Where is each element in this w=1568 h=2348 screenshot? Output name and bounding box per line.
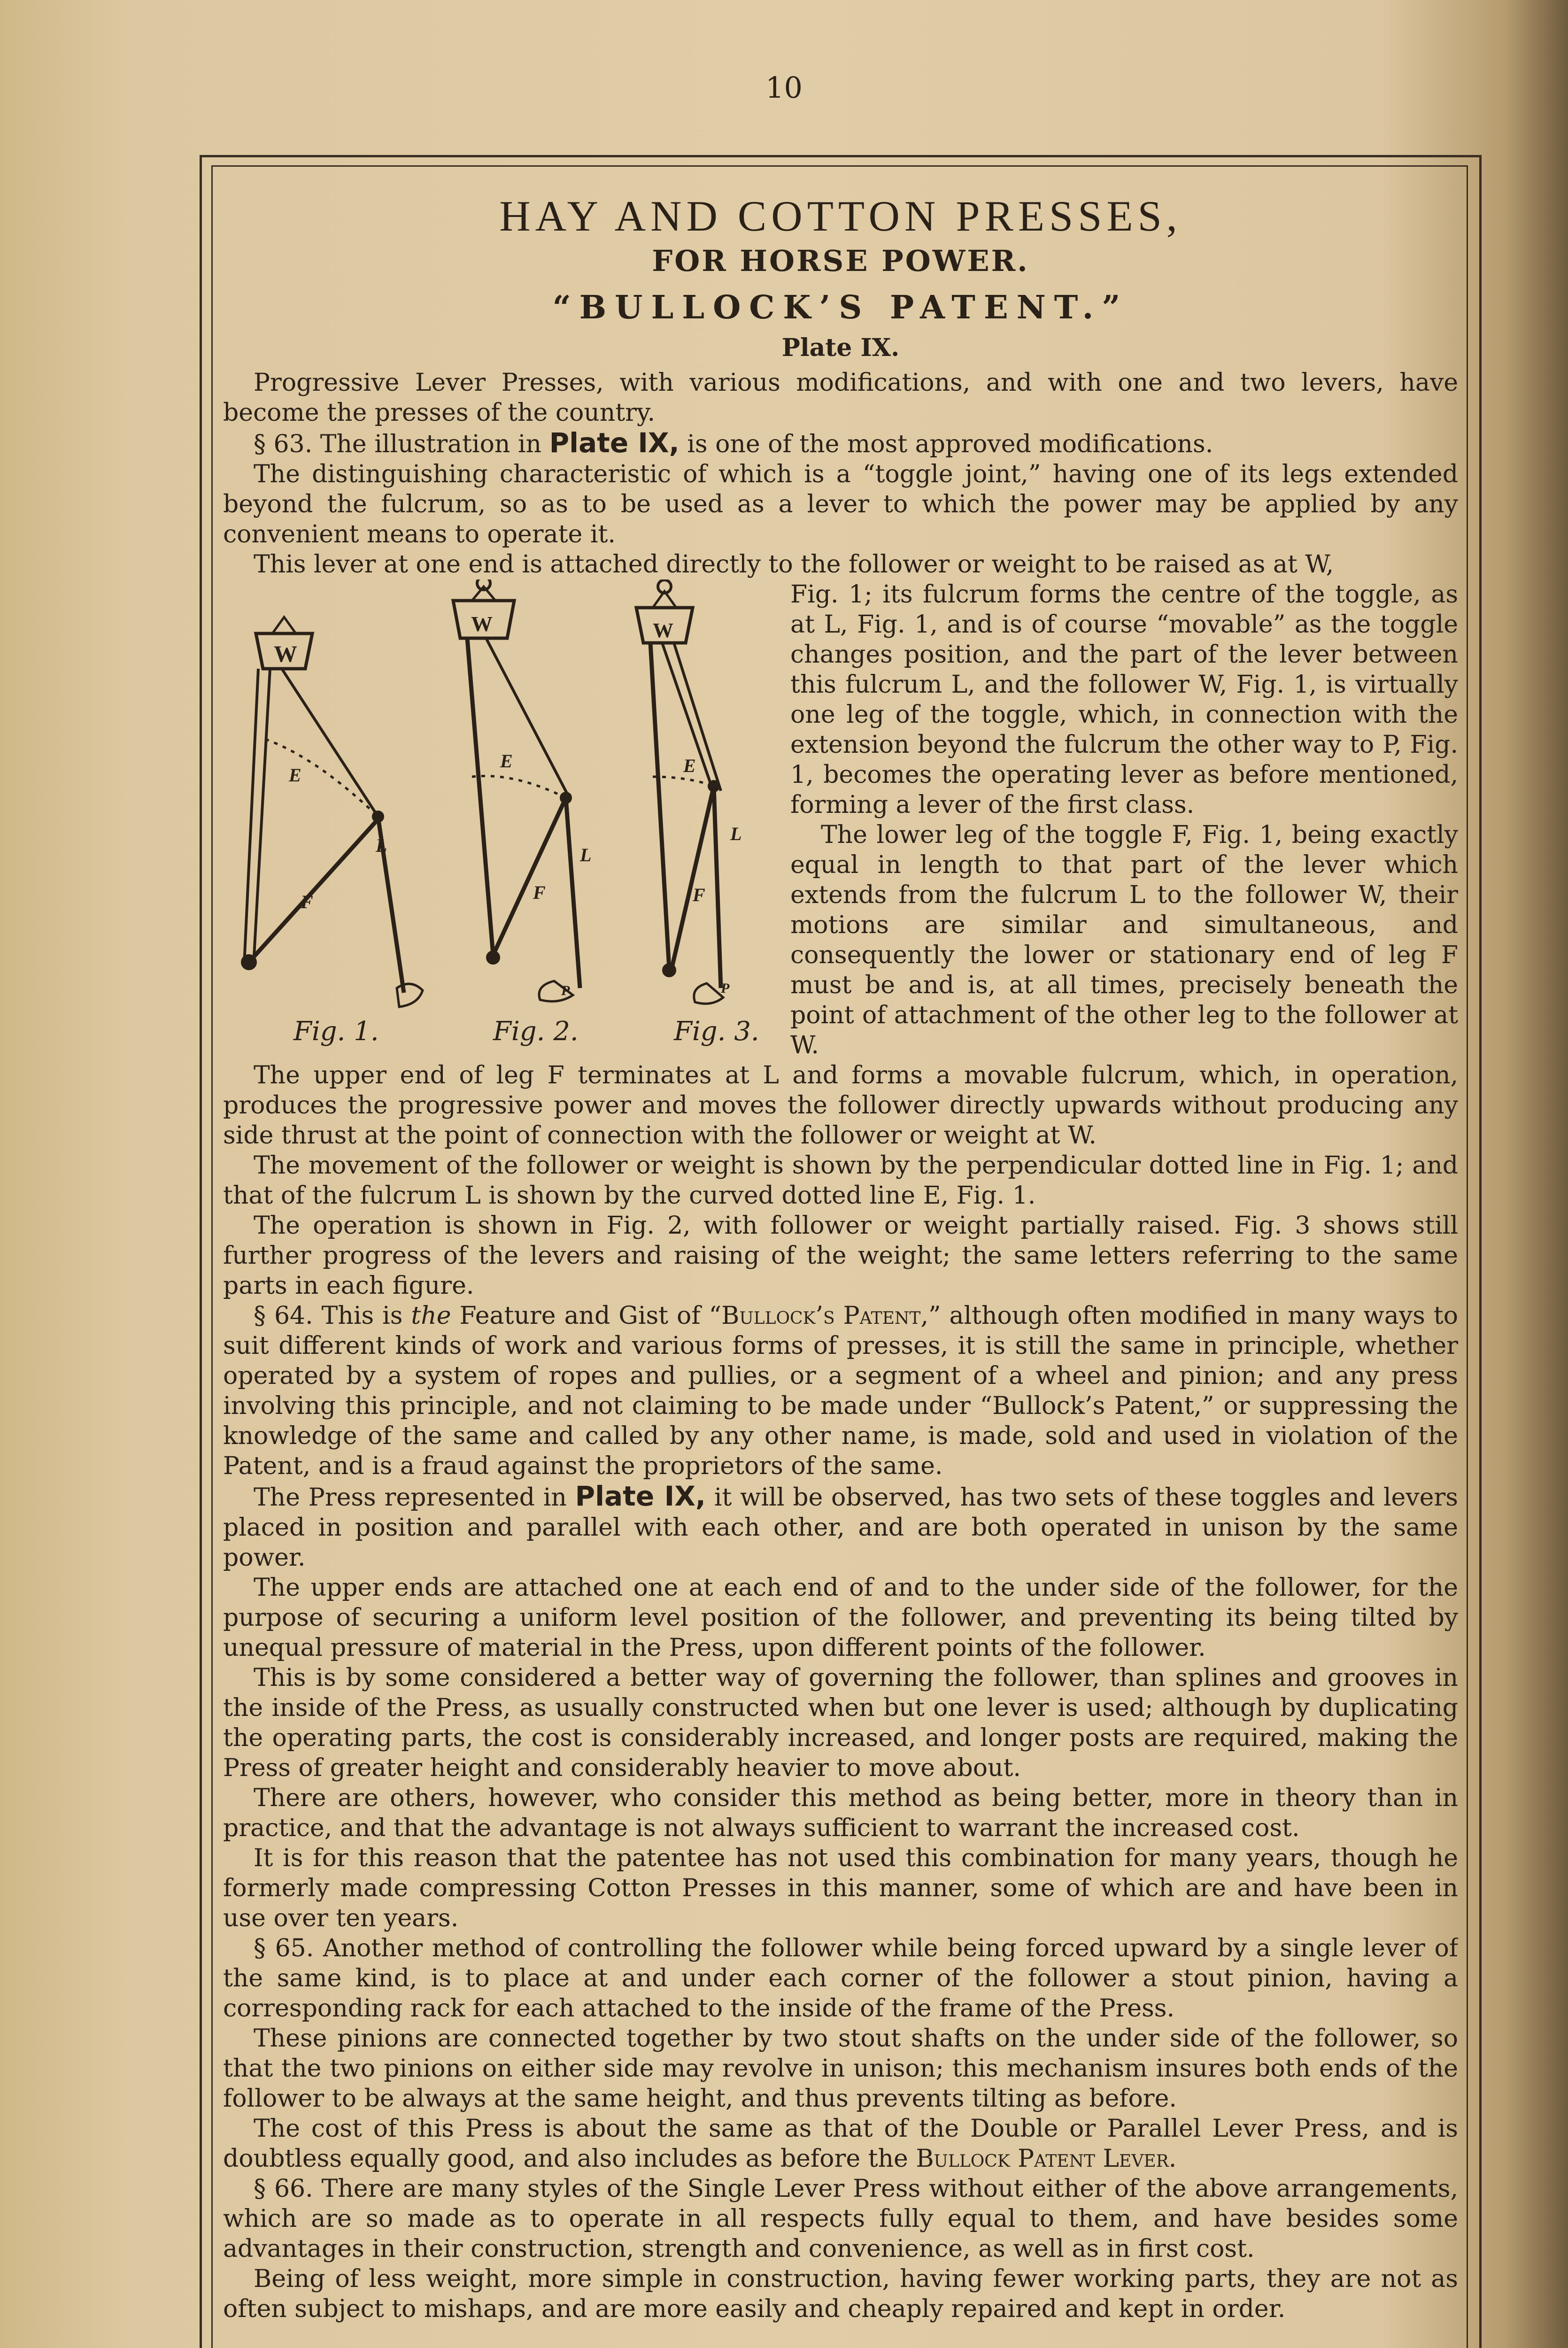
figure-3-drawing	[636, 580, 723, 1004]
paragraph-lever-continued: Fig. 1; its fulcrum forms the centre of the toggle, as at L, Fig. 1, and is of course “movable” as the toggle changes position, and the part of the lever between this fulcrum L, and the follower W, Fig. 1, is virtually one leg of the toggle, which, in connection with the extension beyond the fulcrum the other way to P, Fig. 1, becomes the operating lever as before mentioned, forming a lever of the first class.	[790, 580, 1458, 819]
paragraph-lever-lead: This lever at one end is attached directly to the follower or weight to be raised as at W,	[254, 550, 1334, 579]
paragraph-65: § 65. Another method of controlling the follower while being forced upward by a single lever of the same kind, is to place at and under each corner of the follower a stout pinion, having a corresponding rack for each attached to the inside of the frame of the Press.	[223, 1934, 1458, 2023]
toggle-lever-diagram	[223, 579, 782, 1058]
paragraph-governing: This is by some considered a better way of governing the follower, than splines and grooves in the inside of the Press, as usually constructed when but one lever is used; although by duplicating the operating parts, the cost is considerably increased, and longer posts are required, making the Press of greater height and considerably heavier to move about.	[223, 1664, 1458, 1782]
fig3-label-f: F	[693, 884, 705, 905]
paragraph-64-mid: Feature and Gist of “	[451, 1302, 722, 1330]
paragraph-64-end: ,” although often modified in many ways to suit different kinds of work and various forms of presses, it is still the same in principle, whether operated by a system of ropes and pullies, or a segment of a wheel and pinion; and any press involving this principle, and not claiming to be made under “Bullock’s Patent,” or suppressing the knowledge of the same and called by any other name, is made, sold and used in violation of the Patent, and is a fraud against the proprietors of the same.	[223, 1302, 1458, 1480]
page-subtitle: FOR HORSE POWER.	[652, 244, 1029, 278]
fig3-caption: Fig. 3.	[674, 1016, 759, 1047]
paragraph-cost-start: The cost of this Press is about the same as that of the Double or Parallel Lever Press, and is doubtless equally good, and also includes as before the	[223, 2115, 1458, 2173]
page-number: 10	[765, 70, 803, 105]
plate-label: Plate IX.	[781, 333, 900, 362]
paragraph-toggle-joint: The distinguishing characteristic of which is a “toggle joint,” having one of its legs extended beyond the fulcrum, so as to be used as a lever to which the power may be applied by any convenient means to operate it.	[223, 460, 1458, 548]
paragraph-reason: It is for this reason that the patentee has not used this combination for many years, though he formerly made compressing Cotton Presses in this manner, some of which are and have been in use over ten years.	[223, 1844, 1458, 1932]
fig2-caption: Fig. 2.	[493, 1016, 579, 1047]
bullock-patent-lever-smallcaps: Bullock Patent Lever	[916, 2145, 1169, 2173]
paragraph-cost-end: .	[1168, 2145, 1177, 2173]
fig1-caption: Fig. 1.	[294, 1016, 379, 1047]
fig3-weight-letter: W	[653, 619, 673, 642]
fig1-weight-letter: W	[274, 641, 297, 667]
page-title: HAY AND COTTON PRESSES,	[499, 192, 1182, 240]
paragraph-operation: The operation is shown in Fig. 2, with follower or weight partially raised. Fig. 3 shows still further progress of the levers and raising of the weight; the same letters referring to the same parts in each figure.	[223, 1212, 1458, 1300]
paragraph-movement: The movement of the follower or weight is shown by the perpendicular dotted line in Fig. 1; and that of the fulcrum L is shown by the curved dotted line E, Fig. 1.	[223, 1151, 1458, 1210]
paragraph-intro: Progressive Lever Presses, with various modifications, and with one and two levers, have become the presses of the country.	[223, 369, 1458, 427]
paragraph-upper-end: The upper end of leg F terminates at L and forms a movable fulcrum, which, in operation, produces the progressive power and moves the follower directly upwards without producing any side thrust at the point of connection with the follower or weight at W.	[223, 1061, 1458, 1150]
fig2-label-l: L	[580, 844, 592, 865]
fig1-label-l: L	[376, 835, 387, 856]
figure-block	[223, 579, 1458, 1060]
paragraph-63-start: § 63. The illustration in	[254, 430, 549, 458]
paragraph-others: There are others, however, who consider this method as being better, more in theory than in practice, and that the advantage is not always sufficient to warrant the increased cost.	[223, 1784, 1458, 1842]
fig2-weight-letter: W	[471, 612, 493, 636]
fig2-label-p: P	[561, 983, 570, 998]
patent-heading: “BULLOCK’S PATENT.”	[552, 289, 1129, 326]
fig1-label-f: F	[301, 891, 313, 912]
paragraph-press-start: The Press represented in	[254, 1483, 575, 1512]
paragraph-63-end: is one of the most approved modifications.	[679, 430, 1213, 458]
bullocks-patent-smallcaps: Bullock’s Patent	[721, 1302, 921, 1330]
paragraph-66: § 66. There are many styles of the Single Lever Press without either of the above arrangements, which are so made as to operate in all respects fully equal to them, and have besides some advantages in their construction, strength and convenience, as well as in first cost.	[223, 2175, 1458, 2263]
fig2-label-e: E	[500, 750, 513, 772]
fig3-label-l: L	[730, 823, 742, 844]
paragraph-63	[223, 428, 1458, 459]
paragraph-pinions: These pinions are connected together by two stout shafts on the under side of the follower, so that the two pinions on either side may revolve in unison; this mechanism insures both ends of the follower to be always at the same height, and thus prevents tilting as before.	[223, 2024, 1458, 2113]
paragraph-cost	[223, 2114, 1458, 2174]
paragraph-64	[223, 1301, 1458, 1481]
figure-1-drawing	[242, 617, 423, 1007]
paragraph-64-emphasis: the	[411, 1302, 451, 1330]
paragraph-64-start: § 64. This is	[254, 1302, 411, 1330]
toggle-figures	[223, 579, 782, 1058]
paragraph-less-weight: Being of less weight, more simple in construction, having fewer working parts, they are not as often subject to mishaps, and are more easily and cheaply repaired and kept in order.	[223, 2265, 1458, 2323]
plate-reference: Plate IX,	[549, 427, 680, 459]
page-content	[223, 178, 1458, 2348]
paragraph-lower-leg: The lower leg of the toggle F, Fig. 1, being exactly equal in length to that part of the lever which extends from the fulcrum L to the follower W, their motions are similar and simultaneous, and consequently the lower or stationary end of leg F must be and is, at all times, precisely beneath the point of attachment of the other leg to the follower at W.	[790, 821, 1458, 1059]
plate-reference-2: Plate IX,	[575, 1480, 706, 1512]
fig1-label-e: E	[289, 765, 301, 786]
fig3-label-p: P	[721, 981, 730, 996]
fig3-label-e: E	[683, 755, 696, 776]
paragraph-press-end: it will be observed, has two sets of these toggles and levers placed in position and parallel with each other, and are both operated in unison by the same power.	[223, 1483, 1458, 1572]
paragraph-upper-ends: The upper ends are attached one at each end of and to the under side of the follower, for the purpose of securing a uniform level position of the follower, and preventing its being tilted by unequal pressure of material in the Press, upon different points of the follower.	[223, 1574, 1458, 1662]
paragraph-press-represented	[223, 1481, 1458, 1573]
fig2-label-f: F	[533, 882, 546, 903]
figure-2-drawing	[453, 579, 580, 1001]
